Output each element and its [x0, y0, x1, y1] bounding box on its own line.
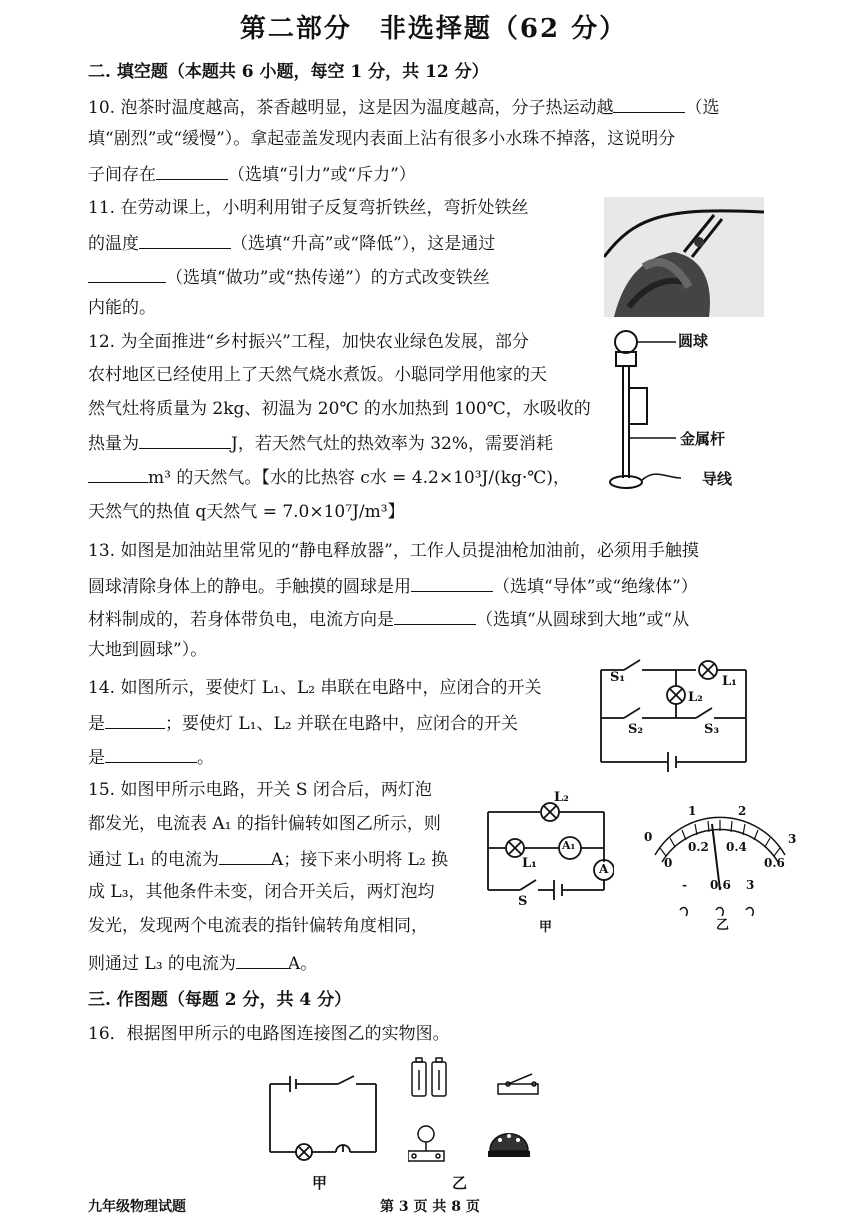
q15-line-4: 成 L₃，其他条件未变，闭合开关后，两灯泡均: [88, 882, 435, 902]
label-s1: S₁: [610, 670, 626, 685]
page-title: 第二部分 非选择题（62 分）: [239, 14, 628, 44]
q13-blank-1: [411, 573, 493, 592]
q12-line-2: 农村地区已经使用上了天然气烧水煮饭。小聪同学用他家的天: [88, 365, 547, 385]
terminal-0-6: 0.6: [710, 878, 731, 892]
footer-page-number: 第 3 页 共 8 页: [380, 1199, 480, 1215]
q15-line-1: 15. 如图甲所示电路，开关 S 闭合后，两灯泡: [88, 780, 432, 800]
footer-subject: 九年级物理试题: [88, 1199, 186, 1215]
q11-blank-1: [139, 230, 231, 249]
label-ammeter-a: A: [599, 862, 609, 876]
scale-top-2: 2: [738, 804, 747, 818]
q16-caption-yi: 乙: [452, 1174, 468, 1192]
q15-line-3: 通过 L₁ 的电流为 A；接下来小明将 L₂ 换: [88, 846, 448, 872]
q10-blank-2: [156, 161, 228, 180]
q11-line-2: 的温度 （选填“升高”或“降低”），这是通过: [88, 230, 495, 256]
q10-line-1: 10. 泡茶时温度越高，茶香越明显，这是因为温度越高，分子热运动越 （选: [88, 94, 719, 120]
q14-line-3: 是 。: [88, 744, 214, 770]
q15-ammeter-dial-b: [640, 800, 800, 933]
label-switch-s: S: [518, 894, 528, 909]
q12-blank-1: [139, 430, 231, 449]
q13-line-3: 材料制成的，若身体带负电，电流方向是 （选填“从圆球到大地”或“从: [88, 606, 689, 632]
scale-bottom-0: 0: [664, 856, 673, 870]
q12-line-6: 天然气的热值 q天然气 = 7.0×10⁷J/m³】: [88, 502, 405, 522]
q15-line-5: 发光，发现两个电流表的指针偏转角度相同，: [88, 916, 428, 936]
caption-jia: 甲: [539, 920, 553, 935]
label-ball: 圆球: [678, 332, 709, 350]
q15-line-6: 则通过 L₃ 的电流为 A。: [88, 950, 317, 976]
static-discharger-figure: [606, 328, 766, 498]
q12-line-4: 热量为 J，若天然气灶的热效率为 32%，需要消耗: [88, 430, 553, 456]
caption-yi: 乙: [716, 918, 730, 933]
section-drawing-heading: 三. 作图题（每题 2 分，共 4 分）: [88, 990, 352, 1010]
q10-line-3: 子间存在 （选填“引力”或“斥力”）: [88, 161, 416, 187]
scale-top-1: 1: [688, 804, 697, 818]
terminal-minus: -: [682, 878, 687, 892]
terminal-3: 3: [746, 878, 755, 892]
q13-line-2: 圆球清除身体上的静电。手触摸的圆球是用 （选填“导体”或“绝缘体”）: [88, 573, 698, 599]
label-wire: 导线: [702, 470, 733, 488]
label-ammeter-a1: A₁: [562, 839, 576, 852]
q13-line-4: 大地到圆球”）。: [88, 640, 208, 660]
q11-line-4: 内能的。: [88, 298, 156, 318]
q14-line-2: 是 ；要使灯 L₁、L₂ 并联在电路中，应闭合的开关: [88, 710, 518, 736]
label-l1: L₁: [522, 856, 537, 871]
label-s3: S₃: [704, 722, 720, 737]
q16-line-1: 16．根据图甲所示的电路图连接图乙的实物图。: [88, 1024, 450, 1044]
q16-circuit-diagram-a: [266, 1074, 382, 1164]
label-l2: L₂: [688, 690, 703, 705]
q11-line-3: （选填“做功”或“热传递”）的方式改变铁丝: [88, 264, 490, 290]
q13-blank-2: [394, 606, 476, 625]
q13-line-1: 13. 如图是加油站里常见的“静电释放器”，工作人员提油枪加油前，必须用手触摸: [88, 541, 699, 561]
q15-blank-2: [236, 950, 288, 969]
q15-line-2: 都发光，电流表 A₁ 的指针偏转如图乙所示，则: [88, 814, 441, 834]
q12-blank-2: [88, 464, 148, 483]
q15-blank-1: [219, 846, 271, 865]
q14-blank-1: [105, 710, 165, 729]
q16-caption-jia: 甲: [312, 1174, 328, 1192]
q15-circuit-diagram-a: [484, 790, 614, 935]
q14-blank-2: [105, 744, 197, 763]
q12-line-3: 然气灶将质量为 2kg、初温为 20℃ 的水加热到 100℃，水吸收的: [88, 399, 591, 419]
q11-line-1: 11. 在劳动课上，小明利用钳子反复弯折铁丝，弯折处铁丝: [88, 198, 529, 218]
scale-bottom-0-2: 0.2: [688, 840, 709, 854]
q12-line-5: m³ 的天然气。【水的比热容 c水 = 4.2×10³J/(kg·℃)，: [88, 464, 570, 490]
label-l1: L₁: [722, 674, 737, 689]
pliers-bending-wire-photo: [604, 197, 764, 317]
scale-bottom-0-4: 0.4: [726, 840, 747, 854]
section-fill-in-heading: 二. 填空题（本题共 6 小题，每空 1 分，共 12 分）: [88, 62, 489, 82]
scale-top-3: 3: [788, 832, 797, 846]
scale-bottom-0-6: 0.6: [764, 856, 785, 870]
label-s2: S₂: [628, 722, 644, 737]
scale-top-0: 0: [644, 830, 653, 844]
q14-circuit-diagram: [596, 652, 756, 777]
q11-blank-2: [88, 264, 166, 283]
q14-line-1: 14. 如图所示，要使灯 L₁、L₂ 串联在电路中，应闭合的开关: [88, 678, 542, 698]
q10-line-2: 填“剧烈”或“缓慢”）。拿起壶盖发现内表面上沾有很多小水珠不掉落，这说明分: [88, 129, 676, 149]
q16-physical-components-b: [408, 1056, 558, 1171]
q12-line-1: 12. 为全面推进“乡村振兴”工程，加快农业绿色发展，部分: [88, 332, 529, 352]
q10-blank-1: [613, 94, 685, 113]
label-metal-rod: 金属杆: [680, 430, 726, 448]
label-l2: L₂: [554, 790, 569, 805]
